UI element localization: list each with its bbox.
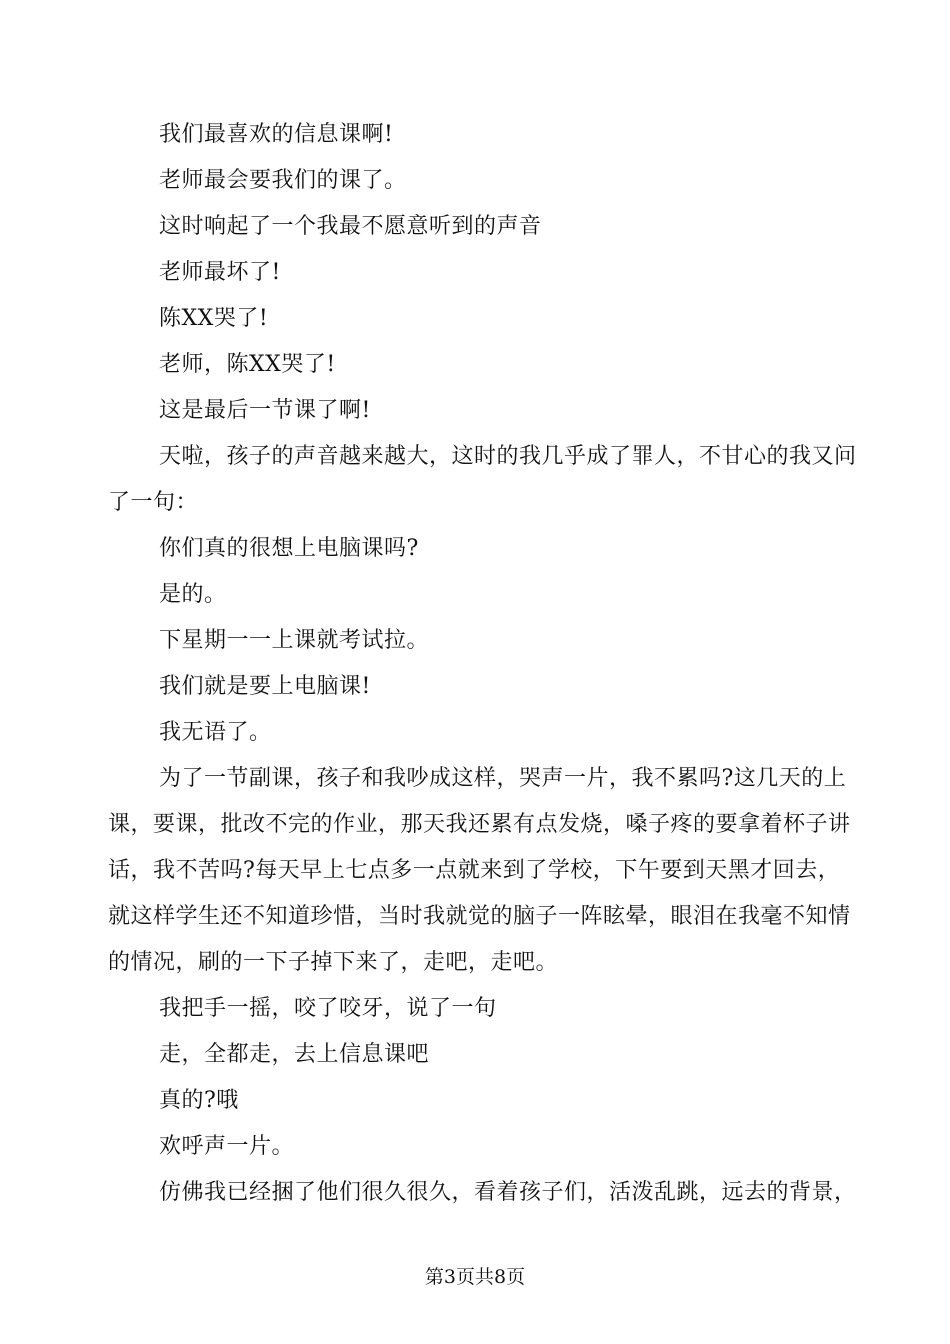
paragraph: 老师，陈XX哭了!: [159, 352, 336, 377]
paragraph: 我无语了。: [159, 720, 272, 745]
paragraph: 为了一节副课，孩子和我吵成这样，哭声一片，我不累吗?这几天的上课，要课，批改不完的作业，那天我还累有点发烧，嗓子疼的要拿着杯子讲话，我不苦吗?每天早上七点多一点就来到了学校，下午要到天黑才回去，就这样学生还不知道珍惜，当时我就觉的脑子一阵眩晕，眼泪在我毫不知情的情况，刷的一下子掉下来了，走吧，走吧。: [108, 766, 851, 975]
paragraph: 下星期一一上课就考试拉。: [159, 628, 430, 653]
paragraph: 天啦，孩子的声音越来越大，这时的我几乎成了罪人，不甘心的我又问了一句：: [108, 444, 857, 515]
paragraph: 走，全都走，去上信息课吧: [159, 1042, 430, 1067]
paragraph: 我们最喜欢的信息课啊!: [159, 122, 394, 147]
paragraph: 是的。: [159, 582, 227, 607]
document-body: [108, 112, 858, 1216]
page-number-footer: 第3页共8页: [424, 1266, 526, 1288]
paragraph: 老师最会要我们的课了。: [159, 168, 407, 193]
paragraph: 你们真的很想上电脑课吗?: [159, 536, 419, 561]
paragraph: 这时响起了一个我最不愿意听到的声音: [159, 214, 542, 239]
paragraph: 这是最后一节课了啊!: [159, 398, 371, 423]
paragraph: 老师最坏了!: [159, 260, 281, 285]
paragraph: 我们就是要上电脑课!: [159, 674, 371, 699]
paragraph: 欢呼声一片。: [159, 1134, 295, 1159]
paragraph: 我把手一摇，咬了咬牙，说了一句: [159, 996, 497, 1021]
paragraph: 真的?哦: [159, 1088, 239, 1113]
paragraph: 仿佛我已经捆了他们很久很久，看着孩子们，活泼乱跳，远去的背景，: [159, 1180, 857, 1205]
paragraph: 陈XX哭了!: [159, 306, 269, 331]
